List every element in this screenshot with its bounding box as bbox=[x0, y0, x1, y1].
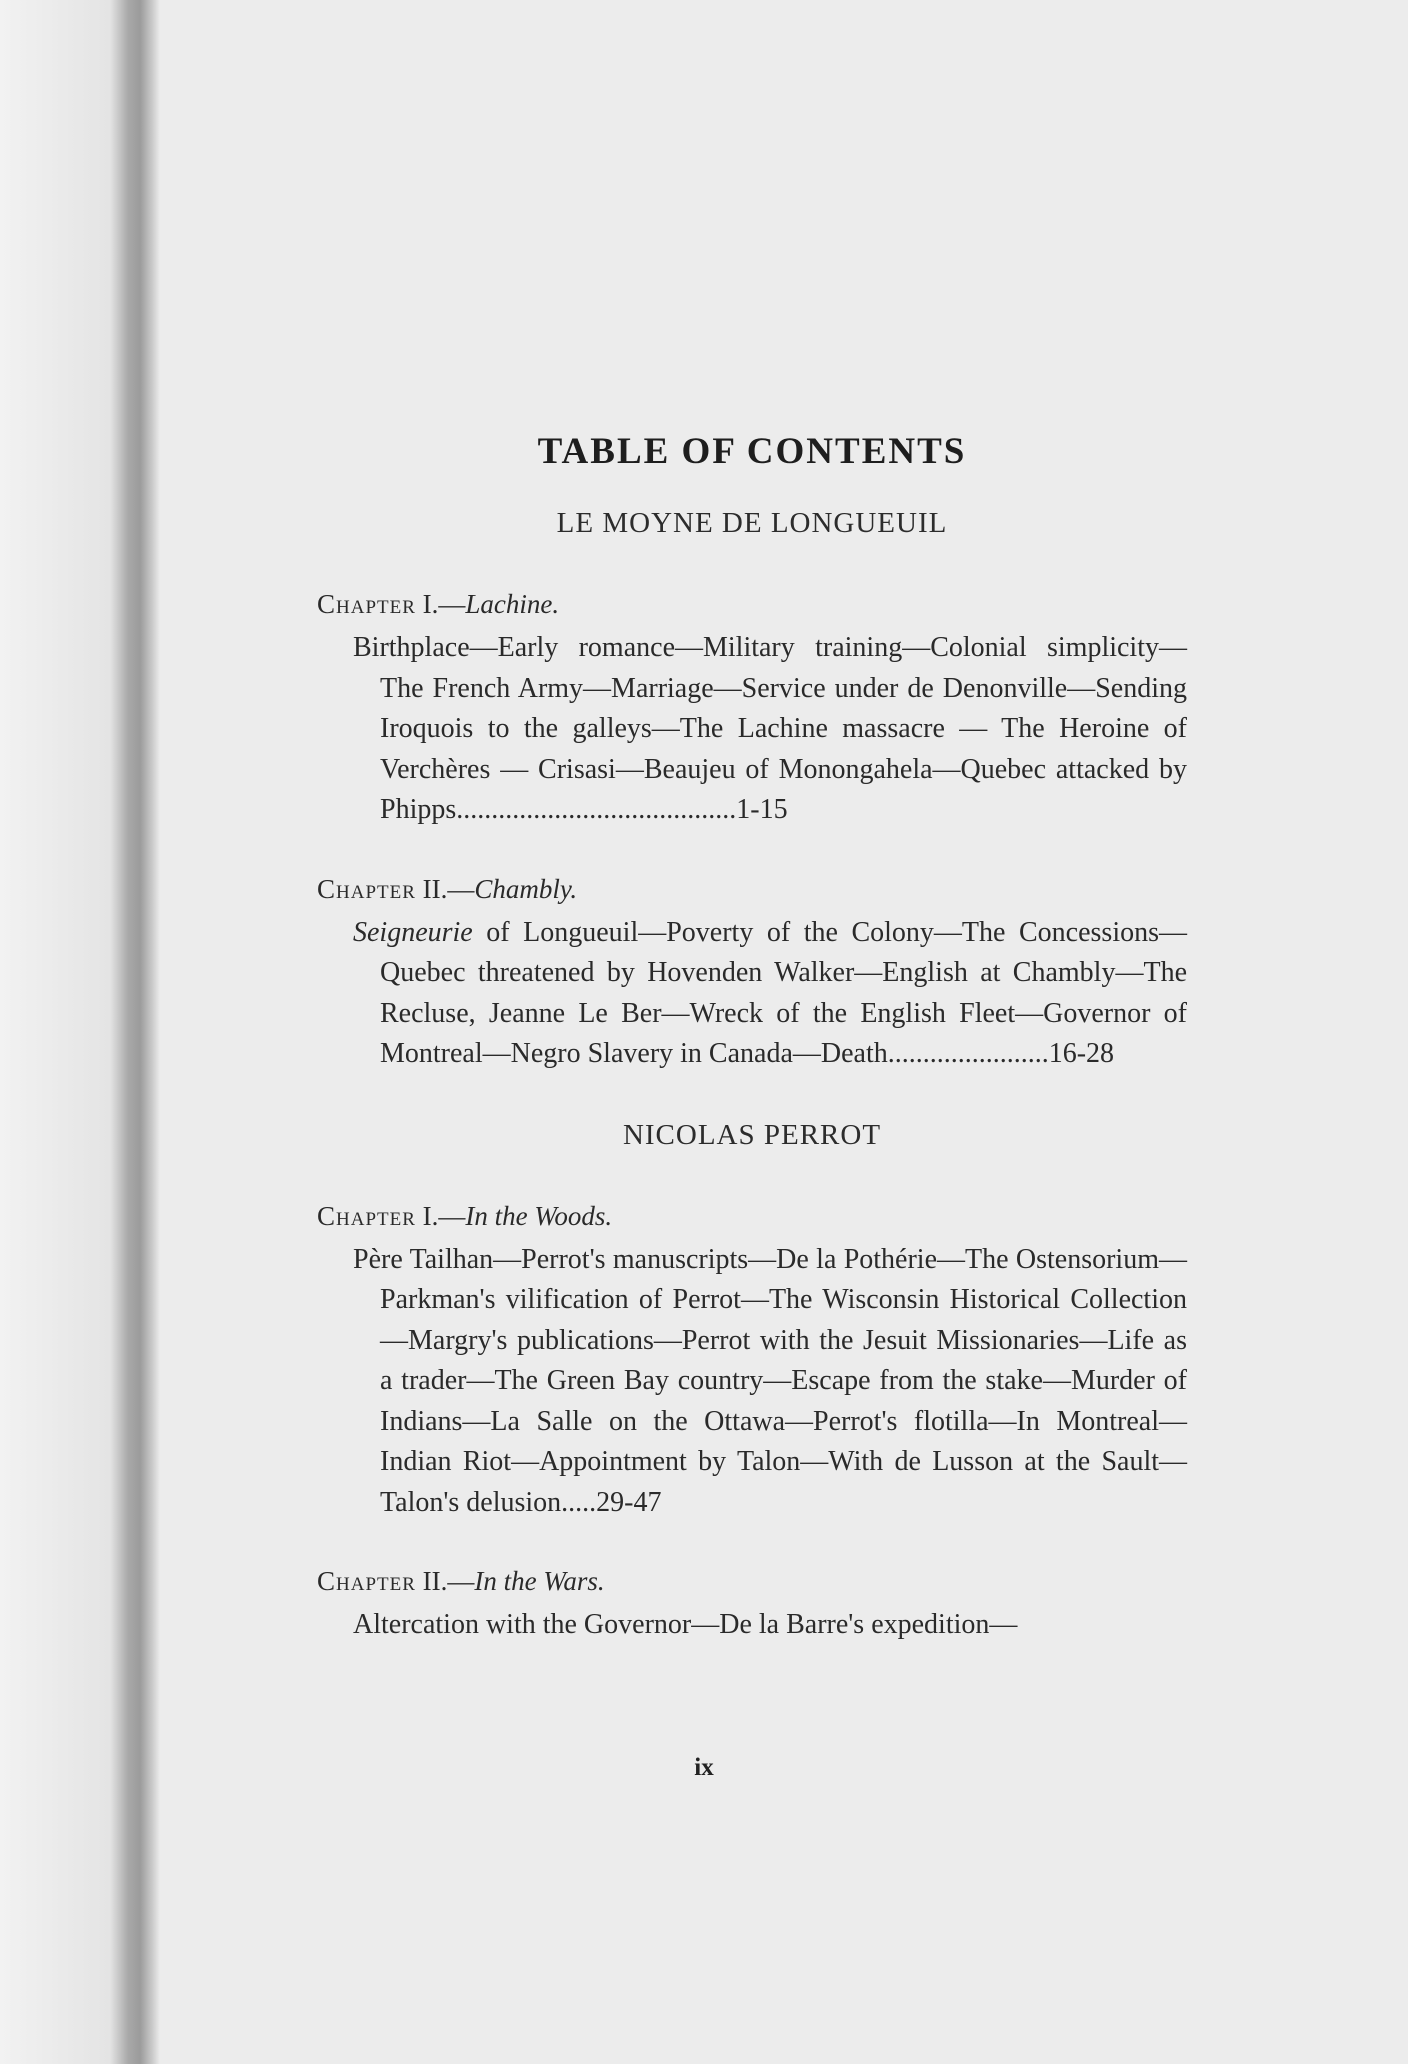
chapter-name: In the Woods. bbox=[465, 1200, 613, 1231]
chapter-heading bbox=[317, 869, 1187, 909]
chapter-summary bbox=[317, 628, 1187, 831]
chapter-name: Lachine. bbox=[465, 589, 560, 619]
chapter-entry bbox=[317, 869, 1187, 1075]
chapter-numeral: I.— bbox=[422, 589, 466, 619]
section-title-perrot: NICOLAS PERROT bbox=[622, 1118, 882, 1151]
chapter-label: Chapter bbox=[317, 1200, 416, 1231]
chapter-summary bbox=[317, 1240, 1187, 1524]
section-title-longueuil: LE MOYNE DE LONGUEUIL bbox=[556, 507, 948, 539]
chapter-label: Chapter bbox=[317, 873, 416, 904]
chapter-summary-text: of Longueuil—Poverty of the Colony—The Concessions—Quebec threatened by Hovenden Walker—English at Chambly—The Recluse, Jeanne Le Ber—Wreck of the English Fleet—Governor of Montreal—Negro Slavery in Canada—Death.......................16-28 bbox=[380, 916, 1187, 1069]
chapter-summary bbox=[317, 913, 1187, 1075]
table-of-contents bbox=[317, 430, 1187, 1684]
chapter-numeral: I.— bbox=[422, 1200, 466, 1231]
chapter-entry bbox=[317, 1561, 1187, 1646]
chapter-entry bbox=[317, 1196, 1187, 1524]
chapter-label: Chapter bbox=[317, 589, 416, 619]
chapter-summary-text: Birthplace—Early romance—Military training—Colonial simplicity—The French Army—Marriage—Service under de Denonville—Sending Iroquois to the galleys—The Lachine massacre — The Heroine of Verchères — Crisasi—Beaujeu of Monongahela—Quebec attacked by Phipps........................................1-15 bbox=[353, 632, 1187, 825]
chapter-entry bbox=[317, 584, 1187, 831]
chapter-heading bbox=[317, 1196, 1187, 1236]
page-title: TABLE OF CONTENTS bbox=[537, 431, 967, 472]
chapter-heading bbox=[317, 584, 1187, 624]
chapter-name: In the Wars. bbox=[474, 1566, 605, 1596]
chapter-summary-lead: Seigneurie bbox=[353, 916, 473, 948]
chapter-heading bbox=[317, 1561, 1187, 1601]
chapter-numeral: II.— bbox=[422, 873, 475, 904]
chapter-numeral: II.— bbox=[422, 1566, 475, 1596]
chapter-name: Chambly. bbox=[474, 873, 578, 904]
chapter-label: Chapter bbox=[317, 1566, 416, 1596]
chapter-summary-text: Père Tailhan—Perrot's manuscripts—De la Pothérie—The Ostensorium—Parkman's vilification of Perrot—The Wisconsin Historical Collection—Margry's publications—Perrot with the Jesuit Missionaries—Life as a trader—The Green Bay country—Escape from the stake—Murder of Indians—La Salle on the Ottawa—Perrot's flotilla—In Montreal—Indian Riot—Appointment by Talon—With de Lusson at the Sault—Talon's delusion.....29-47 bbox=[353, 1243, 1187, 1518]
chapter-summary bbox=[317, 1605, 1187, 1646]
chapter-summary-text: Altercation with the Governor—De la Barre's expedition— bbox=[353, 1609, 1018, 1640]
page-number: ix bbox=[694, 1754, 714, 1781]
